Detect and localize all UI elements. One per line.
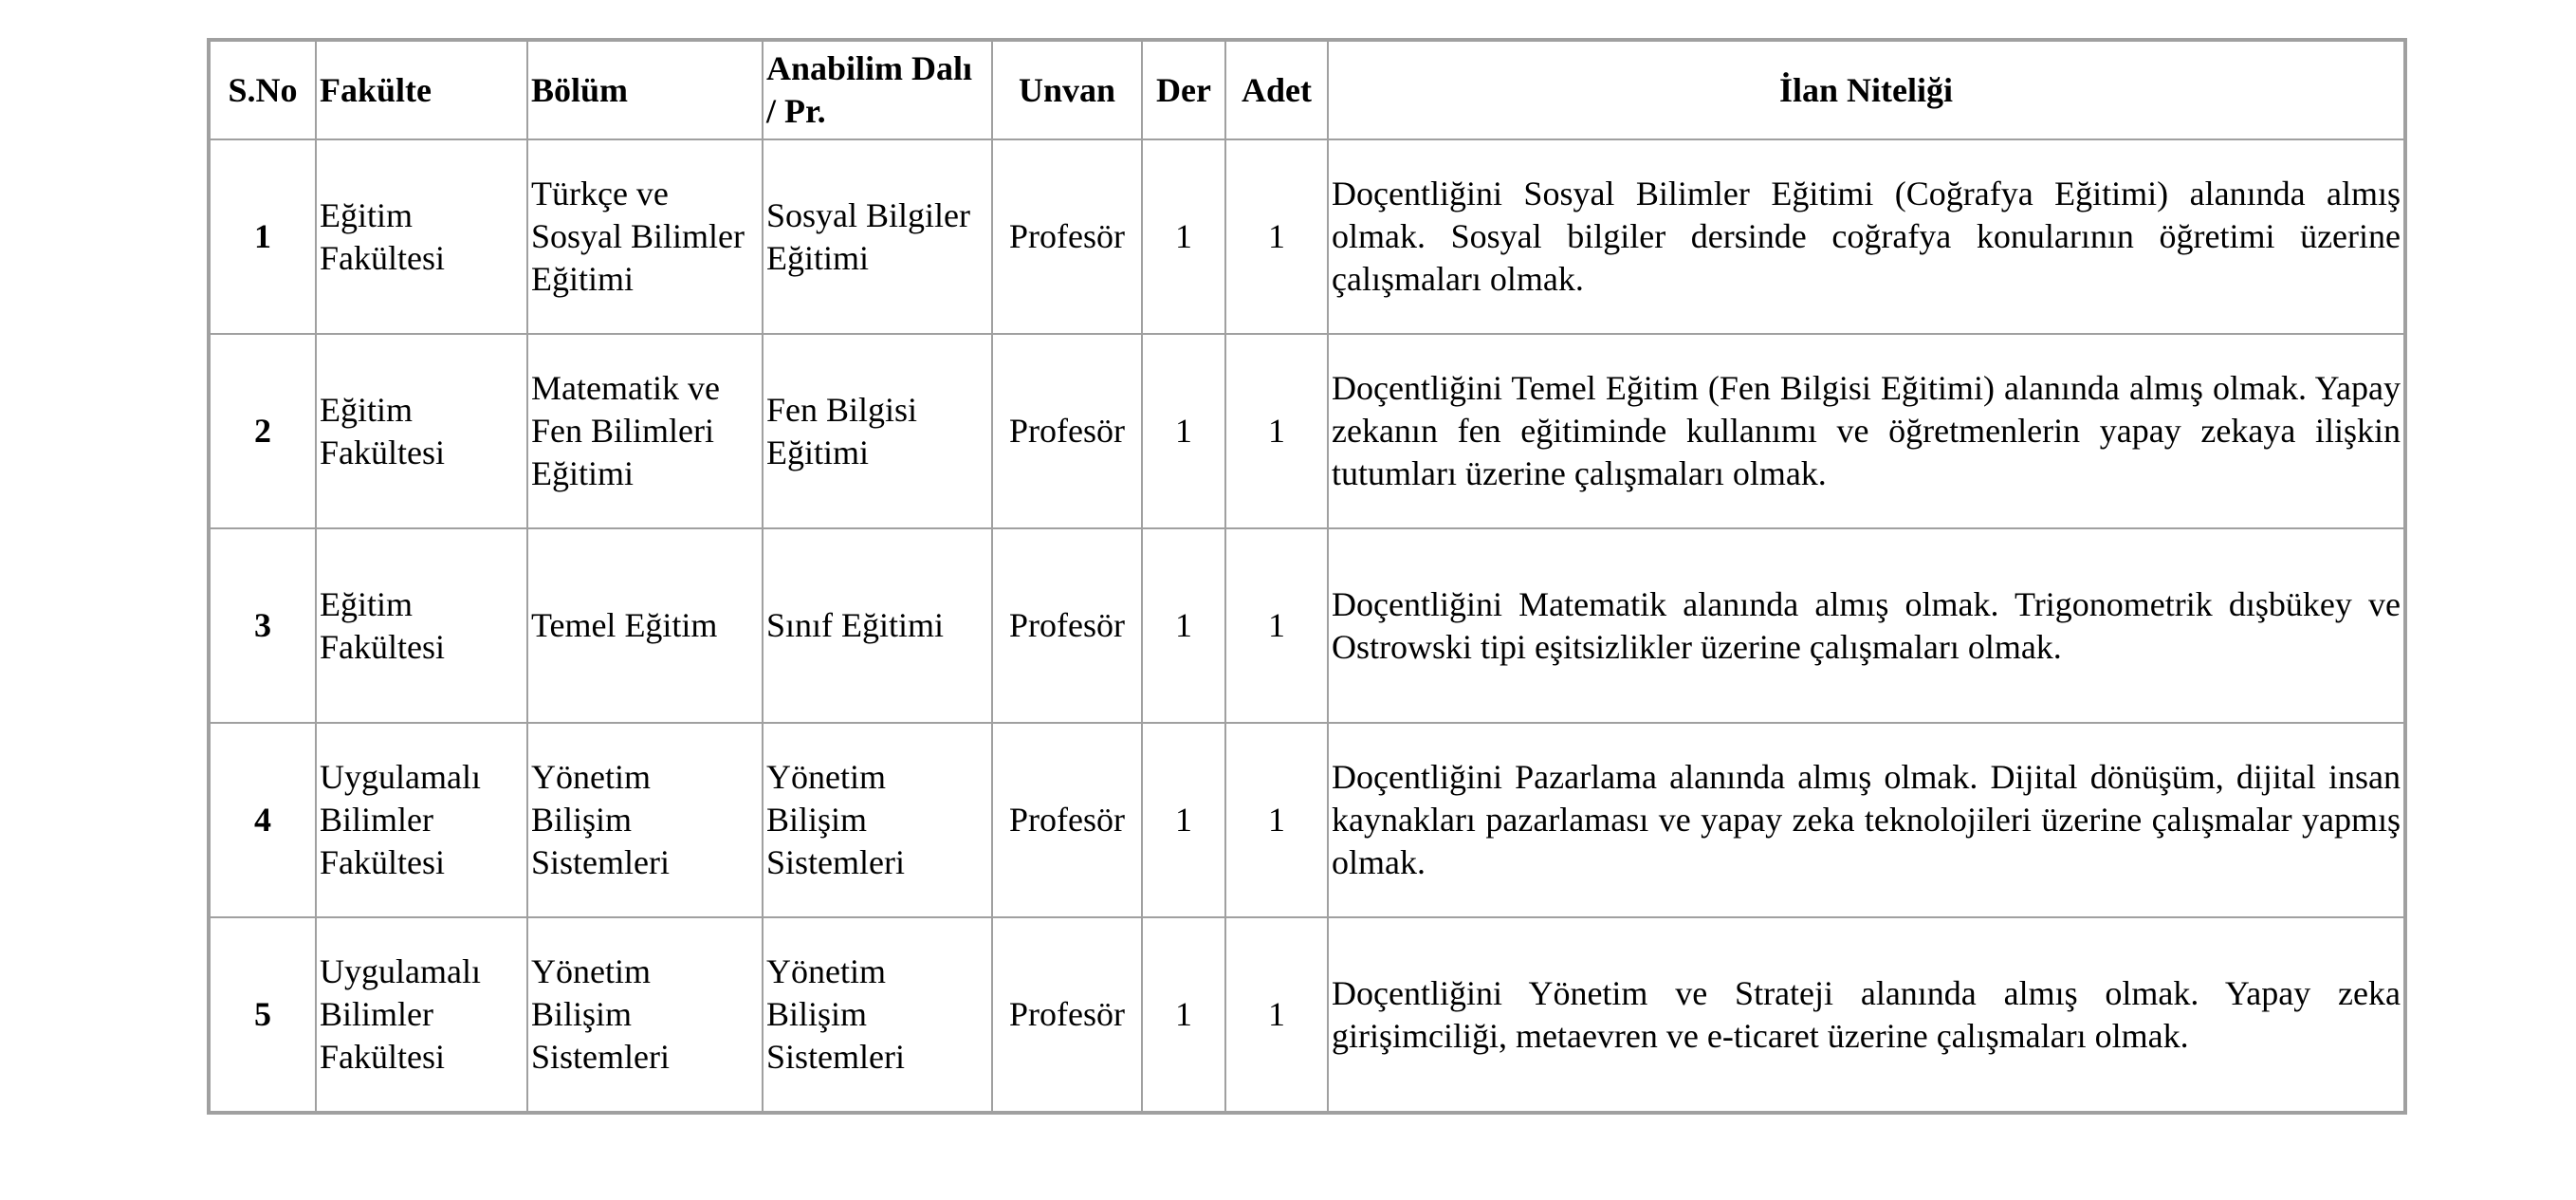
cell-anabilim: Yönetim Bilişim Sistemleri [763, 917, 992, 1112]
cell-bolum: Yönetim Bilişim Sistemleri [527, 917, 763, 1112]
header-ilan: İlan Niteliği [1328, 41, 2404, 139]
header-unvan: Unvan [992, 41, 1142, 139]
cell-bolum: Yönetim Bilişim Sistemleri [527, 723, 763, 917]
header-anabilim: Anabilim Dalı / Pr. [763, 41, 992, 139]
cell-bolum: Matematik ve Fen Bilimleri Eğitimi [527, 334, 763, 528]
cell-sno: 3 [210, 528, 316, 723]
table-row [210, 139, 2404, 334]
cell-adet: 1 [1225, 334, 1328, 528]
cell-ilan: Doçentliğini Pazarlama alanında almış olmak. Dijital dönüşüm, dijital insan kaynakları pazarlaması ve yapay zeka teknolojileri üzerine çalışmalar yapmış olmak. [1328, 723, 2404, 917]
cell-sno: 5 [210, 917, 316, 1112]
table-row [210, 723, 2404, 917]
cell-anabilim: Sınıf Eğitimi [763, 528, 992, 723]
cell-der: 1 [1142, 917, 1225, 1112]
job-listing-table [207, 38, 2407, 1115]
cell-adet: 1 [1225, 723, 1328, 917]
cell-fakulte: Eğitim Fakültesi [316, 139, 527, 334]
cell-sno: 2 [210, 334, 316, 528]
header-bolum: Bölüm [527, 41, 763, 139]
cell-adet: 1 [1225, 528, 1328, 723]
cell-der: 1 [1142, 528, 1225, 723]
cell-ilan: Doçentliğini Yönetim ve Strateji alanında almış olmak. Yapay zeka girişimciliği, metaevren ve e-ticaret üzerine çalışmaları olmak. [1328, 917, 2404, 1112]
cell-anabilim: Sosyal Bilgiler Eğitimi [763, 139, 992, 334]
cell-fakulte: Uygulamalı Bilimler Fakültesi [316, 917, 527, 1112]
table-header-row [210, 41, 2404, 139]
cell-ilan: Doçentliğini Sosyal Bilimler Eğitimi (Coğrafya Eğitimi) alanında almış olmak. Sosyal bilgiler dersinde coğrafya konularının öğretimi üzerine çalışmaları olmak. [1328, 139, 2404, 334]
cell-ilan: Doçentliğini Temel Eğitim (Fen Bilgisi Eğitimi) alanında almış olmak. Yapay zekanın fen eğitiminde kullanımı ve öğretmenlerin yapay zekaya ilişkin tutumları üzerine çalışmaları olmak. [1328, 334, 2404, 528]
cell-ilan: Doçentliğini Matematik alanında almış olmak. Trigonometrik dışbükey ve Ostrowski tipi eşitsizlikler üzerine çalışmaları olmak. [1328, 528, 2404, 723]
cell-der: 1 [1142, 723, 1225, 917]
cell-fakulte: Eğitim Fakültesi [316, 334, 527, 528]
cell-adet: 1 [1225, 917, 1328, 1112]
table-row [210, 334, 2404, 528]
cell-bolum: Temel Eğitim [527, 528, 763, 723]
header-sno: S.No [210, 41, 316, 139]
header-der: Der [1142, 41, 1225, 139]
header-adet: Adet [1225, 41, 1328, 139]
cell-bolum: Türkçe ve Sosyal Bilimler Eğitimi [527, 139, 763, 334]
cell-der: 1 [1142, 334, 1225, 528]
cell-unvan: Profesör [992, 528, 1142, 723]
table-row [210, 917, 2404, 1112]
cell-anabilim: Yönetim Bilişim Sistemleri [763, 723, 992, 917]
cell-sno: 1 [210, 139, 316, 334]
cell-unvan: Profesör [992, 917, 1142, 1112]
header-fakulte: Fakülte [316, 41, 527, 139]
cell-unvan: Profesör [992, 139, 1142, 334]
job-listing-table-container [207, 38, 2407, 1115]
cell-adet: 1 [1225, 139, 1328, 334]
cell-unvan: Profesör [992, 723, 1142, 917]
cell-der: 1 [1142, 139, 1225, 334]
cell-anabilim: Fen Bilgisi Eğitimi [763, 334, 992, 528]
cell-fakulte: Uygulamalı Bilimler Fakültesi [316, 723, 527, 917]
cell-unvan: Profesör [992, 334, 1142, 528]
cell-sno: 4 [210, 723, 316, 917]
table-row [210, 528, 2404, 723]
cell-fakulte: Eğitim Fakültesi [316, 528, 527, 723]
